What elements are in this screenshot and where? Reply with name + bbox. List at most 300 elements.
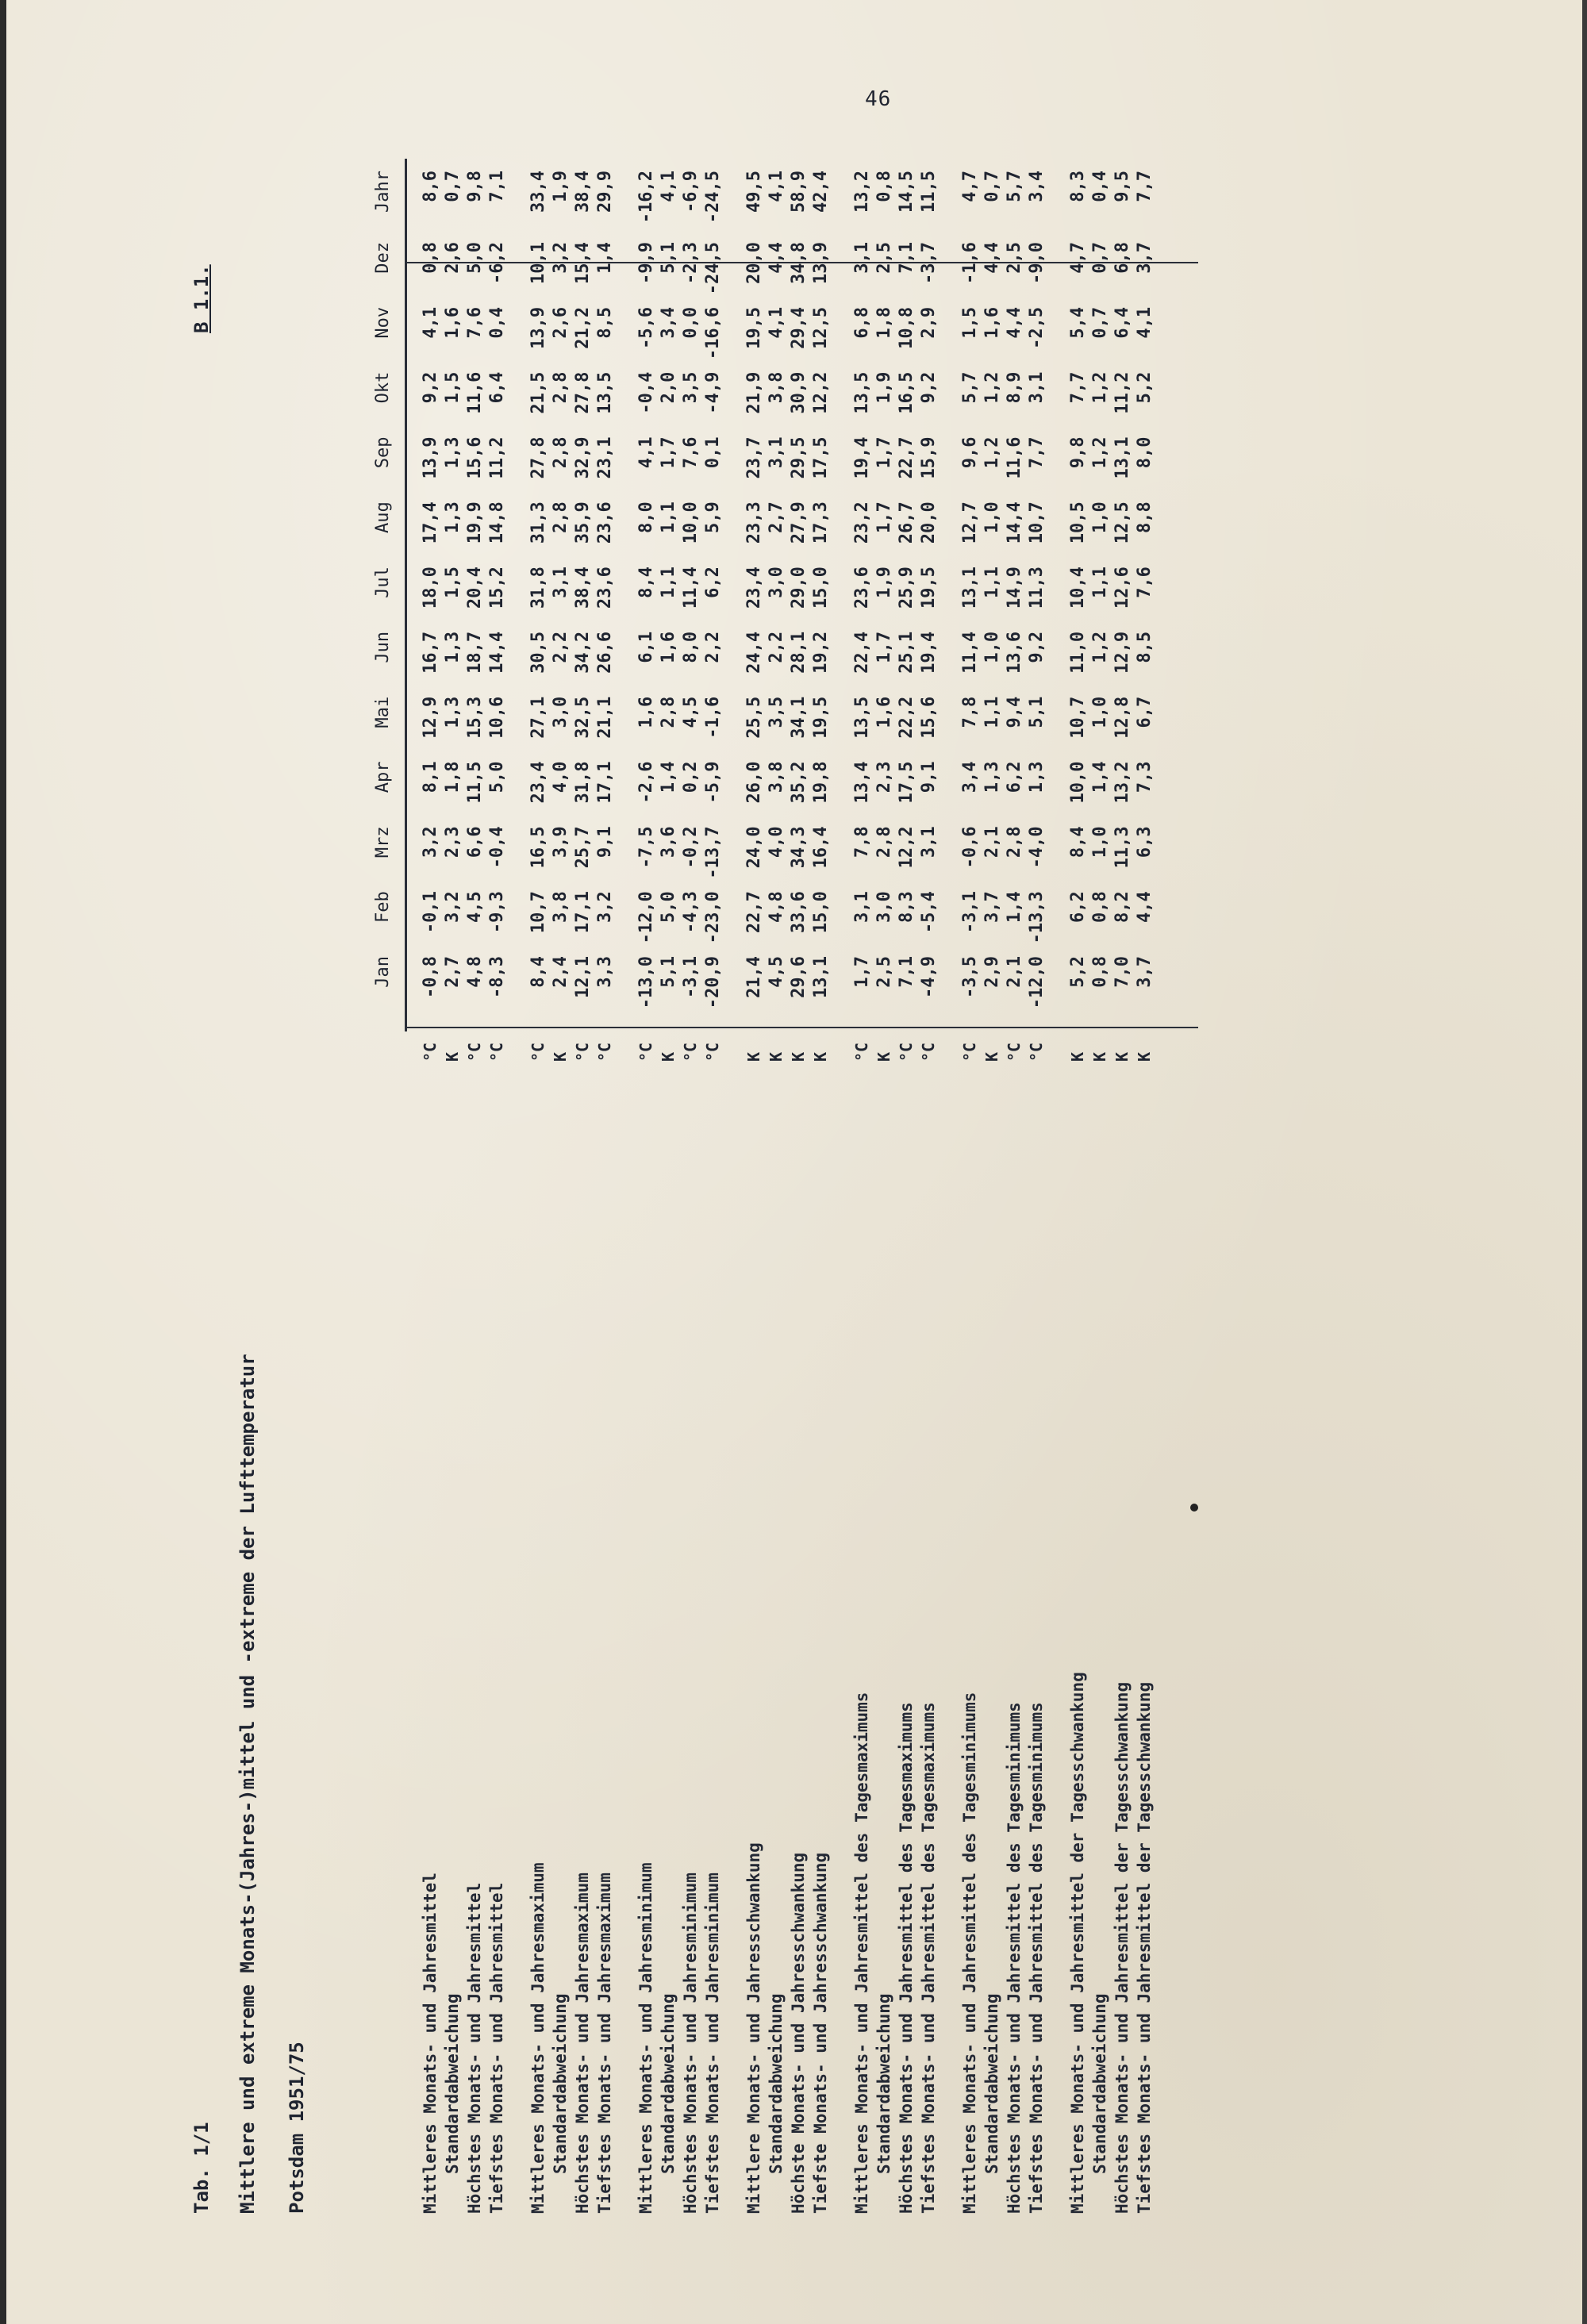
table-cell: -2,3	[681, 242, 701, 284]
table-cell: 10,1	[528, 242, 548, 284]
table-cell: 8,5	[595, 306, 615, 339]
rotated-table-block	[143, 127, 1571, 2269]
row-label: Standardabweichung	[874, 1993, 893, 2174]
table-cell: 3,4	[659, 306, 678, 339]
table-cell: 1,8	[874, 306, 894, 339]
table-cell: -8,3	[487, 956, 507, 998]
row-label: Höchstes Monats- und Jahresmittel	[465, 1882, 484, 2214]
table-cell: 0,8	[421, 242, 440, 274]
table-cell: 7,7	[1135, 171, 1155, 202]
table-cell: 12,5	[811, 306, 831, 349]
row-label: Höchstes Monats- und Jahresmaximum	[573, 1873, 592, 2214]
table-cell: 1,7	[852, 956, 872, 988]
table-cell: 29,4	[789, 306, 809, 349]
table-cell: 19,4	[919, 631, 939, 674]
column-header: Sep	[373, 436, 393, 469]
table-cell: 11,2	[1112, 371, 1132, 414]
row-unit: K	[1112, 1051, 1132, 1062]
table-cell: 1,7	[659, 436, 678, 469]
table-row	[811, 127, 836, 2269]
table-cell: -0,6	[960, 826, 980, 869]
table-cell: 22,4	[852, 631, 872, 674]
column-header: Jan	[373, 956, 393, 988]
table-cell: 30,5	[528, 631, 548, 674]
table-cell: 8,2	[1112, 891, 1132, 923]
table-cell: 3,1	[852, 242, 872, 274]
table-cell: 1,8	[443, 761, 463, 793]
table-cell: 7,0	[1112, 956, 1132, 988]
scan-border-right	[1582, 0, 1587, 2324]
table-cell: 7,1	[897, 242, 916, 274]
table-cell: 1,2	[1090, 371, 1110, 404]
table-cell: 4,7	[960, 171, 980, 202]
table-cell: 5,7	[960, 371, 980, 404]
table-cell: 3,1	[551, 567, 571, 598]
table-cell: 5,2	[1068, 956, 1088, 988]
table-cell: 24,0	[744, 826, 764, 869]
row-label: Tiefstes Monats- und Jahresmaximum	[595, 1873, 614, 2214]
table-cell: 0,8	[874, 171, 894, 202]
table-cell: 1,2	[1090, 631, 1110, 663]
table-cell: 0,0	[681, 306, 701, 339]
table-cell: 16,5	[528, 826, 548, 869]
table-cell: 38,4	[573, 171, 593, 213]
table-cell: 10,7	[1027, 501, 1047, 544]
table-cell: 1,6	[982, 306, 1002, 339]
table-cell: 26,0	[744, 761, 764, 804]
table-cell: 2,7	[767, 501, 786, 534]
table-cell: 2,5	[874, 242, 894, 274]
table-cell: 8,9	[1005, 371, 1024, 404]
table-row-group	[636, 127, 747, 2269]
table-cell: 7,8	[960, 696, 980, 728]
table-cell: 2,7	[443, 956, 463, 988]
table-cell: 18,0	[421, 567, 440, 609]
scan-border-left	[0, 0, 6, 2324]
table-cell: 19,2	[811, 631, 831, 674]
table-cell: 4,4	[1135, 891, 1155, 923]
table-cell: 32,5	[573, 696, 593, 739]
table-cell: 8,0	[681, 631, 701, 663]
table-cell: 21,5	[528, 371, 548, 414]
table-cell: 15,0	[811, 567, 831, 609]
table-cell: 1,0	[1090, 826, 1110, 859]
table-cell: 2,4	[551, 956, 571, 988]
table-cell: 15,4	[573, 242, 593, 284]
table-cell: 29,9	[595, 171, 615, 213]
table-cell: 1,7	[874, 501, 894, 534]
table-cell: 12,6	[1112, 567, 1132, 609]
table-cell: 1,3	[443, 436, 463, 469]
table-cell: 20,0	[919, 501, 939, 544]
table-cell: 23,6	[595, 567, 615, 609]
table-cell: 30,9	[789, 371, 809, 414]
table-cell: 3,2	[443, 891, 463, 923]
table-cell: 12,1	[573, 956, 593, 998]
table-cell: 1,5	[443, 371, 463, 404]
table-row	[1027, 127, 1052, 2269]
table-cell: 13,9	[528, 306, 548, 349]
table-cell: -4,9	[703, 371, 723, 414]
table-cell: 2,2	[551, 631, 571, 663]
table-cell: 1,0	[1090, 501, 1110, 534]
table-cell: 23,4	[744, 567, 764, 609]
row-unit: K	[1135, 1051, 1154, 1062]
row-unit: °C	[703, 1042, 722, 1062]
table-cell: -0,1	[421, 891, 440, 934]
table-cell: 1,6	[659, 631, 678, 663]
table-cell: 1,9	[874, 371, 894, 404]
table-cell: 5,2	[1135, 371, 1155, 404]
table-cell: 14,8	[487, 501, 507, 544]
table-cell: 15,0	[811, 891, 831, 934]
table-row	[919, 127, 944, 2269]
table-cell: -16,6	[703, 306, 723, 360]
table-cell: 7,7	[1068, 371, 1088, 404]
table-cell: 1,3	[443, 631, 463, 663]
table-cell: -5,6	[636, 306, 656, 349]
table-cell: 8,1	[421, 761, 440, 793]
row-unit: °C	[573, 1042, 592, 1062]
table-cell: 10,8	[897, 306, 916, 349]
table-cell: 12,9	[421, 696, 440, 739]
table-row-group	[852, 127, 963, 2269]
table-cell: 11,4	[960, 631, 980, 674]
table-cell: 22,7	[897, 436, 916, 479]
row-label: Mittleres Monats- und Jahresmittel des Tagesminimums	[960, 1692, 979, 2214]
table-cell: 1,9	[551, 171, 571, 202]
table-cell: 11,5	[465, 761, 485, 804]
table-cell: -3,1	[960, 891, 980, 934]
table-cell: -4,0	[1027, 826, 1047, 869]
table-cell: 49,5	[744, 171, 764, 213]
table-cell: -2,6	[636, 761, 656, 804]
table-cell: 34,2	[573, 631, 593, 674]
row-unit: °C	[636, 1042, 655, 1062]
table-cell: 23,2	[852, 501, 872, 544]
table-cell: 2,1	[1005, 956, 1024, 988]
row-unit: K	[874, 1051, 893, 1062]
table-cell: 27,8	[573, 371, 593, 414]
row-unit: K	[789, 1051, 808, 1062]
table-cell: 34,1	[789, 696, 809, 739]
table-cell: 8,0	[636, 501, 656, 534]
table-cell: 5,7	[1005, 171, 1024, 202]
table-cell: 2,8	[659, 696, 678, 728]
row-label: Mittleres Monats- und Jahresmittel des Tagesmaximums	[852, 1692, 871, 2214]
row-label: Höchstes Monats- und Jahresminimum	[681, 1873, 700, 2214]
table-cell: 1,6	[636, 696, 656, 728]
column-header: Jahr	[373, 171, 393, 213]
table-cell: 3,5	[767, 696, 786, 728]
row-label: Mittleres Monats- und Jahresmittel der Tagesschwankung	[1068, 1672, 1087, 2214]
table-cell: 13,1	[1112, 436, 1132, 479]
table-cell: 13,2	[1112, 761, 1132, 804]
table-cell: 13,9	[421, 436, 440, 479]
table-cell: 3,2	[551, 242, 571, 274]
column-header: Jul	[373, 567, 393, 598]
table-row-group	[744, 127, 855, 2269]
table-cell: 3,7	[1135, 956, 1155, 988]
table-cell: -4,3	[681, 891, 701, 934]
table-cell: 6,7	[1135, 696, 1155, 728]
table-cell: 6,4	[487, 371, 507, 404]
table-cell: 2,8	[1005, 826, 1024, 859]
table-cell: 3,1	[1027, 371, 1047, 404]
row-label: Höchstes Monats- und Jahresmittel des Tagesminimums	[1005, 1702, 1024, 2214]
table-cell: 3,4	[1027, 171, 1047, 202]
table-cell: 1,4	[1090, 761, 1110, 793]
table-cell: 25,5	[744, 696, 764, 739]
row-unit: K	[982, 1051, 1001, 1062]
table-cell: 23,3	[744, 501, 764, 544]
table-cell: 7,6	[1135, 567, 1155, 598]
table-cell: 1,1	[982, 567, 1002, 598]
table-cell: 9,2	[421, 371, 440, 404]
table-cell: 13,1	[811, 956, 831, 998]
table-cell: 14,9	[1005, 567, 1024, 609]
table-cell: 3,1	[919, 826, 939, 859]
table-cell: 14,4	[1005, 501, 1024, 544]
table-cell: -6,2	[487, 242, 507, 284]
table-cell: -24,5	[703, 242, 723, 295]
row-unit: K	[1090, 1051, 1109, 1062]
row-unit: °C	[897, 1042, 916, 1062]
table-cell: -0,2	[681, 826, 701, 869]
table-cell: 19,5	[919, 567, 939, 609]
table-cell: 8,5	[1135, 631, 1155, 663]
table-cell: 9,8	[1068, 436, 1088, 469]
table-cell: 3,8	[551, 891, 571, 923]
table-cell: 23,6	[852, 567, 872, 609]
table-cell: 2,8	[551, 436, 571, 469]
row-label: Mittleres Monats- und Jahresminimum	[636, 1862, 655, 2214]
table-cell: -3,5	[960, 956, 980, 998]
table-cell: 8,4	[528, 956, 548, 988]
table-cell: 7,8	[852, 826, 872, 859]
table-cell: 6,2	[1068, 891, 1088, 923]
row-unit: K	[443, 1051, 462, 1062]
table-cell: 0,7	[443, 171, 463, 202]
table-cell: 7,6	[681, 436, 701, 469]
table-cell: 13,5	[852, 371, 872, 414]
column-header: Aug	[373, 501, 393, 534]
table-cell: -13,7	[703, 826, 723, 879]
table-cell: 11,4	[681, 567, 701, 609]
table-cell: 2,6	[443, 242, 463, 274]
row-label: Standardabweichung	[767, 1993, 786, 2174]
table-cell: -16,2	[636, 171, 656, 224]
table-cell: 0,4	[487, 306, 507, 339]
row-label: Höchstes Monats- und Jahresmittel der Tagesschwankung	[1112, 1681, 1132, 2214]
table-cell: 0,8	[1090, 891, 1110, 923]
table-cell: 25,1	[897, 631, 916, 674]
table-cell: 0,1	[703, 436, 723, 469]
table-cell: -4,9	[919, 956, 939, 998]
row-label: Tiefste Monats- und Jahresschwankung	[811, 1852, 830, 2214]
row-unit: °C	[681, 1042, 700, 1062]
table-cell: 20,4	[465, 567, 485, 609]
table-cell: 27,9	[789, 501, 809, 544]
table-cell: 34,3	[789, 826, 809, 869]
table-cell: 0,2	[681, 761, 701, 793]
table-cell: 2,3	[874, 761, 894, 793]
table-cell: 4,1	[1135, 306, 1155, 339]
table-cell: 11,2	[487, 436, 507, 479]
table-cell: 31,8	[573, 761, 593, 804]
table-cell: 1,2	[982, 436, 1002, 469]
table-cell: 12,8	[1112, 696, 1132, 739]
row-label: Tiefstes Monats- und Jahresmittel der Tagesschwankung	[1135, 1681, 1154, 2214]
table-cell: 5,1	[1027, 696, 1047, 728]
table-cell: 17,4	[421, 501, 440, 544]
table-row-group	[1068, 127, 1179, 2269]
table-cell: 0,4	[1090, 171, 1110, 202]
table-cell: 19,5	[744, 306, 764, 349]
table-cell: 8,6	[421, 171, 440, 202]
table-cell: 32,9	[573, 436, 593, 479]
table-cell: 34,8	[789, 242, 809, 284]
table-cell: 3,5	[681, 371, 701, 404]
table-cell: 17,5	[811, 436, 831, 479]
table-cell: -2,5	[1027, 306, 1047, 349]
table-cell: 9,1	[595, 826, 615, 859]
table-cell: 3,8	[767, 371, 786, 404]
page-number: 46	[865, 87, 892, 111]
table-cell: 16,7	[421, 631, 440, 674]
table-cell: -13,3	[1027, 891, 1047, 944]
table-cell: -7,5	[636, 826, 656, 869]
table-cell: 9,5	[1112, 171, 1132, 202]
table-cell: 19,5	[811, 696, 831, 739]
row-unit: °C	[852, 1042, 871, 1062]
table-cell: 17,5	[897, 761, 916, 804]
table-cell: 13,4	[852, 761, 872, 804]
table-cell: 10,4	[1068, 567, 1088, 609]
row-label: Tiefstes Monats- und Jahresmittel des Tagesmaximums	[919, 1702, 938, 2214]
table-cell: 7,1	[487, 171, 507, 202]
table-cell: 11,6	[1005, 436, 1024, 479]
table-cell: 3,1	[852, 891, 872, 923]
table-cell: 2,2	[703, 631, 723, 663]
table-cell: 3,7	[982, 891, 1002, 923]
row-label: Standardabweichung	[443, 1993, 462, 2174]
table-cell: 21,4	[744, 956, 764, 998]
table-cell: 22,2	[897, 696, 916, 739]
table-cell: 17,1	[573, 891, 593, 934]
table-cell: -9,0	[1027, 242, 1047, 284]
table-cell: 4,7	[1068, 242, 1088, 274]
table-cell: 6,1	[636, 631, 656, 663]
column-header: Jun	[373, 631, 393, 663]
table-cell: 15,6	[465, 436, 485, 479]
table-cell: 2,2	[767, 631, 786, 663]
column-header: Okt	[373, 371, 393, 404]
table-cell: 38,4	[573, 567, 593, 609]
table-cell: 4,5	[465, 891, 485, 923]
table-cell: 1,3	[443, 501, 463, 534]
table-cell: 11,6	[465, 371, 485, 414]
table-cell: 1,1	[982, 696, 1002, 728]
column-header: Nov	[373, 306, 393, 339]
table-cell: 0,7	[1090, 306, 1110, 339]
table-cell: 21,9	[744, 371, 764, 414]
table-cell: 10,0	[681, 501, 701, 544]
table-cell: 1,0	[982, 631, 1002, 663]
table-cell: 9,2	[919, 371, 939, 404]
table-cell: 8,3	[897, 891, 916, 923]
column-header-row	[373, 127, 405, 2269]
table-cell: -5,9	[703, 761, 723, 804]
column-header: Apr	[373, 761, 393, 793]
table-cell: 2,9	[982, 956, 1002, 988]
table-cell: 8,0	[1135, 436, 1155, 469]
table-cell: 3,1	[767, 436, 786, 469]
row-label: Standardabweichung	[551, 1993, 570, 2174]
table-cell: 15,9	[919, 436, 939, 479]
table-cell: 2,5	[1005, 242, 1024, 274]
table-cell: 10,7	[528, 891, 548, 934]
table-cell: 6,8	[852, 306, 872, 339]
table-subtitle: Potsdam 1951/75	[286, 2042, 308, 2214]
table-row-group	[528, 127, 640, 2269]
table-cell: 3,8	[767, 761, 786, 793]
table-cell: 5,1	[659, 242, 678, 274]
row-unit: K	[1068, 1051, 1087, 1062]
table-cell: 9,8	[465, 171, 485, 202]
table-cell: 0,7	[982, 171, 1002, 202]
table-cell: 29,6	[789, 956, 809, 998]
row-unit: K	[744, 1051, 763, 1062]
table-cell: -1,6	[960, 242, 980, 284]
table-cell: 2,8	[551, 501, 571, 534]
column-header: Feb	[373, 891, 393, 923]
table-row	[703, 127, 728, 2269]
row-unit: K	[811, 1051, 830, 1062]
table-cell: 31,8	[528, 567, 548, 609]
row-label: Tiefstes Monats- und Jahresminimum	[703, 1873, 722, 2214]
table-cell: 3,4	[960, 761, 980, 793]
row-unit: °C	[1005, 1042, 1024, 1062]
table-cell: 1,4	[595, 242, 615, 274]
table-cell: 5,0	[465, 242, 485, 274]
table-cell: 4,4	[767, 242, 786, 274]
table-cell: 10,6	[487, 696, 507, 739]
table-cell: 3,2	[595, 891, 615, 923]
table-cell: 1,1	[659, 567, 678, 598]
table-cell: 1,0	[982, 501, 1002, 534]
table-cell: 4,0	[551, 761, 571, 793]
table-cell: -13,0	[636, 956, 656, 1009]
table-cell: 1,4	[659, 761, 678, 793]
table-cell: 3,2	[421, 826, 440, 859]
table-cell: 5,4	[1068, 306, 1088, 339]
table-cell: 21,1	[595, 696, 615, 739]
row-unit: K	[767, 1051, 786, 1062]
table-title: Mittlere und extreme Monats-(Jahres-)mittel und -extreme der Lufttemperatur	[236, 1354, 259, 2214]
table-cell: 26,6	[595, 631, 615, 674]
table-cell: 28,1	[789, 631, 809, 674]
table-cell: 2,0	[659, 371, 678, 404]
row-unit: K	[659, 1051, 678, 1062]
table-cell: 1,7	[874, 436, 894, 469]
table-cell: 35,9	[573, 501, 593, 544]
table-cell: 23,7	[744, 436, 764, 479]
table-cell: 4,1	[636, 436, 656, 469]
table-cell: 2,9	[919, 306, 939, 339]
table-cell: 4,5	[681, 696, 701, 728]
table-cell: 4,1	[659, 171, 678, 202]
